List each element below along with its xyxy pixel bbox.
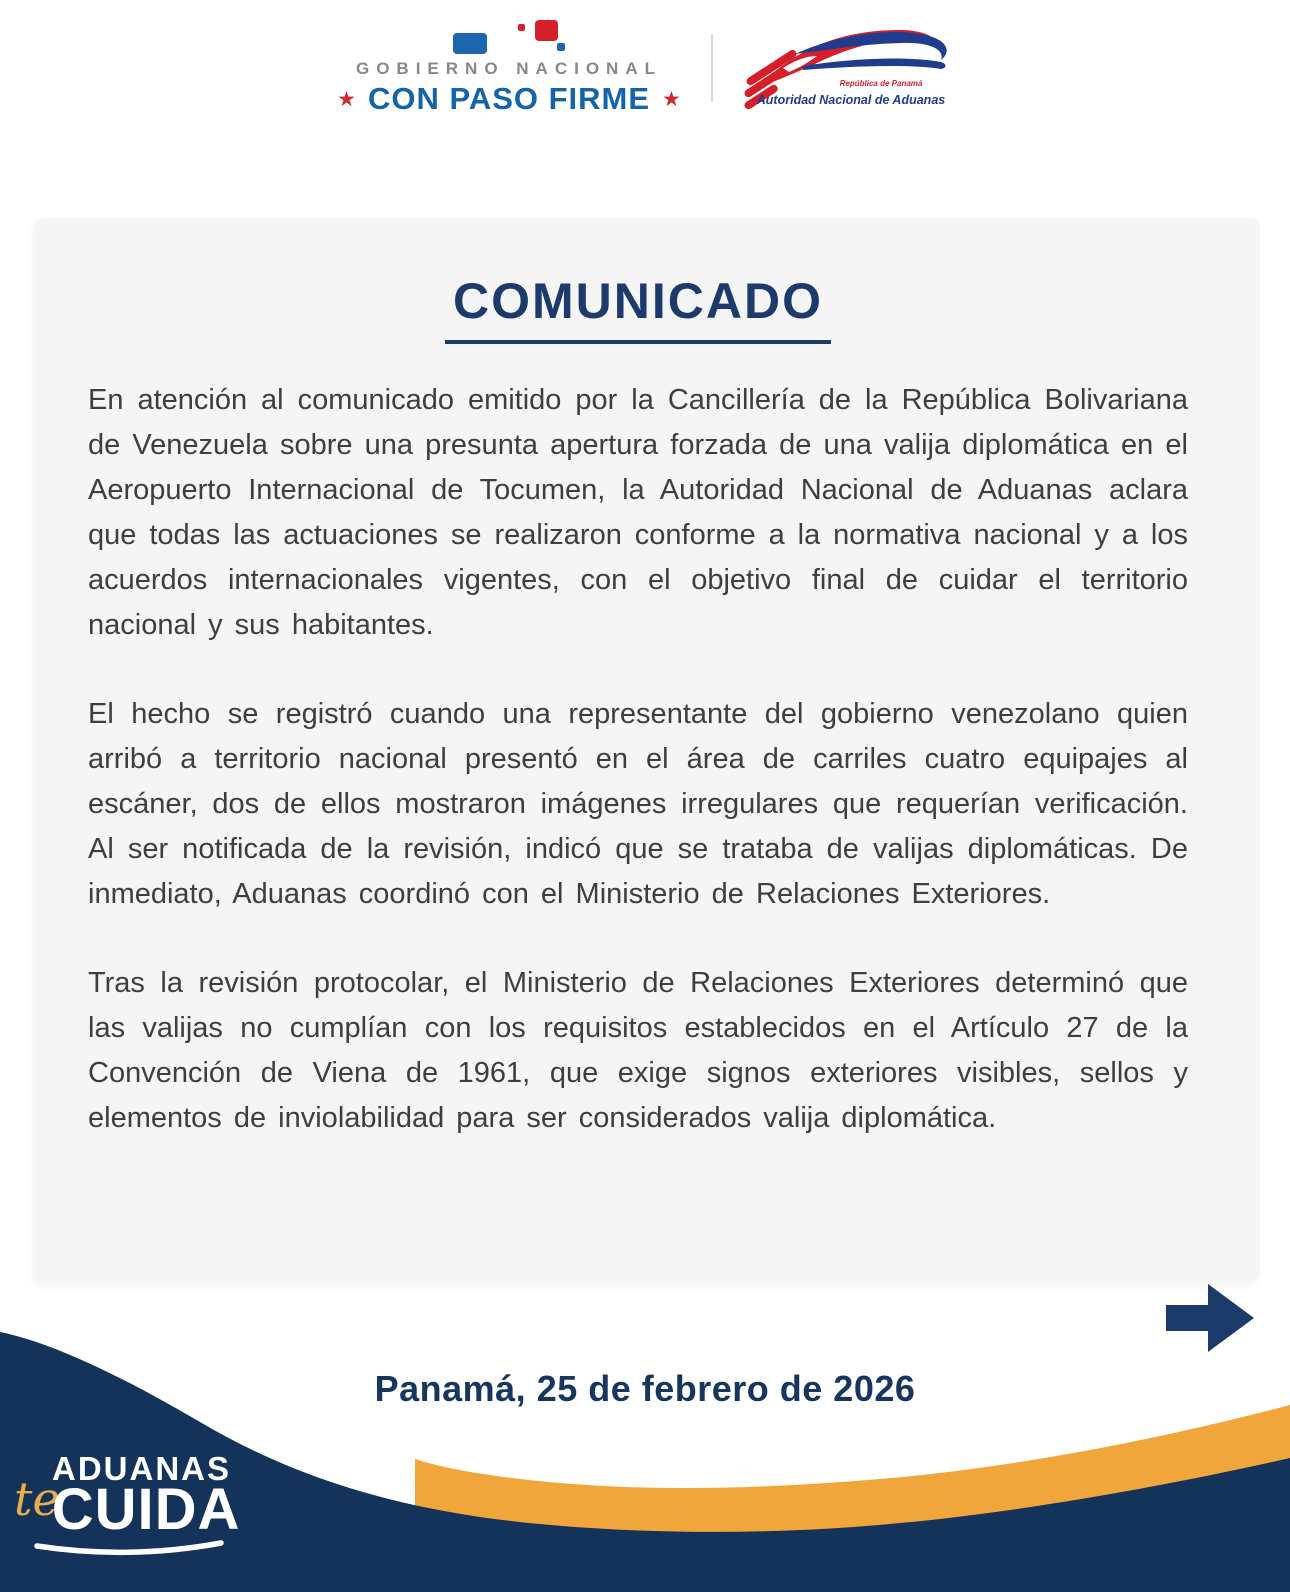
cuida-text: CUIDA	[51, 1477, 241, 1542]
paragraph-3: Tras la revisión protocolar, el Ministerio de Relaciones Exteriores determinó que las valijas no cumplían con los requisitos establecidos en el Artículo 27 de la Convención de Viena de 1961, que exige signos exteriores visibles, sellos y elementos de inviolabilidad para ser considerados valija diplomática.	[88, 967, 1188, 1134]
flag-blue-square	[453, 33, 487, 54]
header	[0, 20, 1290, 116]
gobierno-nacional-text: GOBIERNO NACIONAL	[355, 59, 662, 78]
motto-row	[337, 82, 681, 116]
gobierno-nacional-logo	[337, 20, 681, 116]
flag-red-square	[535, 20, 558, 41]
aduanas-te-cuida-logo	[14, 1450, 241, 1560]
star-icon: ★	[662, 87, 681, 111]
te-cuida-row	[14, 1472, 241, 1542]
flag-red-dot	[518, 24, 525, 31]
header-divider	[711, 34, 713, 102]
te-text: te	[14, 1472, 60, 1526]
autoridad-aduanas-text: Autoridad Nacional de Aduanas	[756, 93, 946, 107]
aduanas-swoosh-icon	[743, 24, 953, 112]
con-paso-firme-text: CON PASO FIRME	[367, 81, 651, 116]
paragraph-1: En atención al comunicado emitido por la Cancillería de la República Bolivariana de Venezuela sobre una presunta apertura forzada de una valija diplomática en el Aeropuerto Internacional de Tocumen, la Autoridad Nacional de Aduanas aclara que todas las actuaciones se realizaron conforme a la normativa nacional y a los acuerdos internacionales vigentes, con el objetivo final de cuidar el territorio nacional y sus habitantes.	[88, 384, 1188, 641]
aduanas-text: ADUANAS	[52, 1450, 231, 1487]
communique-card	[35, 218, 1260, 1283]
star-icon: ★	[337, 87, 356, 111]
paragraph-2: El hecho se registró cuando una representante del gobierno venezolano quien arribó a territorio nacional presentó en el área de carriles cuatro equipajes al escáner, dos de ellos mostraron imágenes irregulares que requerían verificación. Al ser notificada de la revisión, indicó que se trataba de valijas diplomáticas. De inmediato, Aduanas coordinó con el Ministerio de Relaciones Exteriores.	[88, 698, 1188, 910]
title-wrap	[88, 272, 1188, 344]
flag-blue-dot	[557, 43, 565, 51]
republica-panama-text: República de Panamá	[839, 79, 923, 88]
autoridad-aduanas-logo	[743, 24, 953, 112]
page-title: COMUNICADO	[445, 272, 831, 344]
panama-flag-squares-icon	[453, 20, 565, 56]
dateline: Panamá, 25 de febrero de 2026	[374, 1368, 916, 1409]
underline-swoosh-icon	[34, 1540, 224, 1560]
